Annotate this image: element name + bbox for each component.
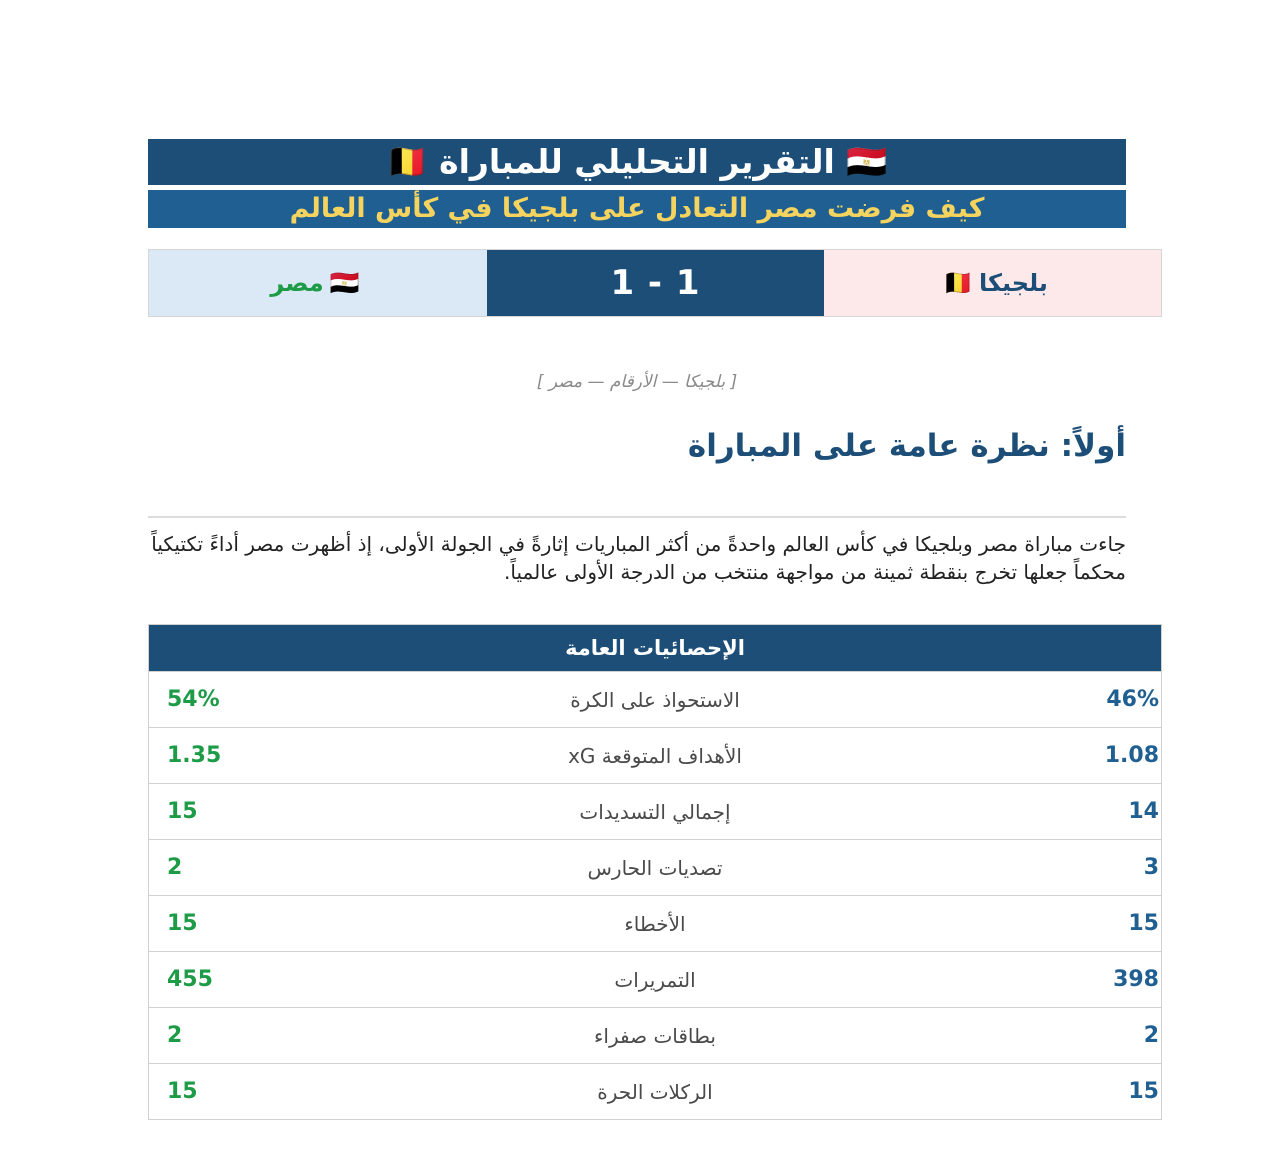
table-row	[149, 839, 1161, 895]
belgium-stat-value: 2	[1143, 1023, 1159, 1048]
belgium-stat-value: 15	[1128, 911, 1159, 936]
match-score: 1 - 1	[487, 250, 824, 316]
stat-label: الأهداف المتوقعة xG	[568, 743, 742, 768]
stat-label: التمريرات	[614, 967, 696, 992]
egypt-stat-value: 2	[167, 1023, 183, 1048]
belgium-flag-icon: 🇧🇪	[943, 269, 974, 297]
egypt-team-name: مصر	[270, 269, 324, 297]
stats-table	[148, 624, 1162, 1120]
scoreboard	[148, 249, 1162, 317]
egypt-stat-value: 1.35	[167, 743, 222, 768]
egypt-stat-value: 455	[167, 967, 213, 992]
stat-label: الاستحواذ على الكرة	[570, 687, 740, 712]
egypt-stat-value: 2	[167, 855, 183, 880]
table-row	[149, 671, 1161, 727]
egypt-stat-value: 54%	[167, 687, 220, 712]
stat-label: الركلات الحرة	[597, 1079, 713, 1104]
stats-table-body	[149, 671, 1161, 1119]
table-row	[149, 951, 1161, 1007]
table-row	[149, 1063, 1161, 1119]
section-heading: أولاً: نظرة عامة على المباراة	[687, 428, 1126, 464]
belgium-stat-value: 3	[1143, 855, 1159, 880]
stat-label: إجمالي التسديدات	[579, 799, 731, 824]
belgium-team-name: بلجيكا	[979, 269, 1048, 297]
table-row	[149, 783, 1161, 839]
figure-caption: [ بلجيكا — الأرقام — مصر ]	[536, 372, 738, 392]
table-row	[149, 1007, 1161, 1063]
overview-paragraph: جاءت مباراة مصر وبلجيكا في كأس العالم واحدةً من أكثر المباريات إثارةً في الجولة الأولى، إذ أظهرت مصر أداءً تكتيكياً محكماً جعلها تخرج بنقطة ثمينة من مواجهة منتخب من الدرجة الأولى عالمياً.	[151, 532, 1126, 584]
egypt-stat-value: 15	[167, 1079, 198, 1104]
belgium-stat-value: 46%	[1106, 687, 1159, 712]
stat-label: بطاقات صفراء	[593, 1023, 716, 1048]
belgium-stat-value: 1.08	[1104, 743, 1159, 768]
stats-table-header: الإحصائيات العامة	[149, 625, 1161, 671]
belgium-stat-value: 14	[1128, 799, 1159, 824]
table-row	[149, 895, 1161, 951]
section-divider	[148, 516, 1126, 518]
stat-label: الأخطاء	[624, 911, 686, 936]
egypt-flag-icon: 🇪🇬	[329, 269, 360, 297]
team-egypt	[149, 250, 487, 316]
team-belgium	[824, 250, 1161, 316]
report-title: 🇪🇬 التقرير التحليلي للمباراة 🇧🇪	[148, 139, 1126, 185]
table-row	[149, 727, 1161, 783]
egypt-stat-value: 15	[167, 799, 198, 824]
stat-label: تصديات الحارس	[587, 855, 723, 880]
egypt-stat-value: 15	[167, 911, 198, 936]
report-subtitle: كيف فرضت مصر التعادل على بلجيكا في كأس العالم	[148, 190, 1126, 228]
belgium-stat-value: 398	[1113, 967, 1159, 992]
belgium-stat-value: 15	[1128, 1079, 1159, 1104]
